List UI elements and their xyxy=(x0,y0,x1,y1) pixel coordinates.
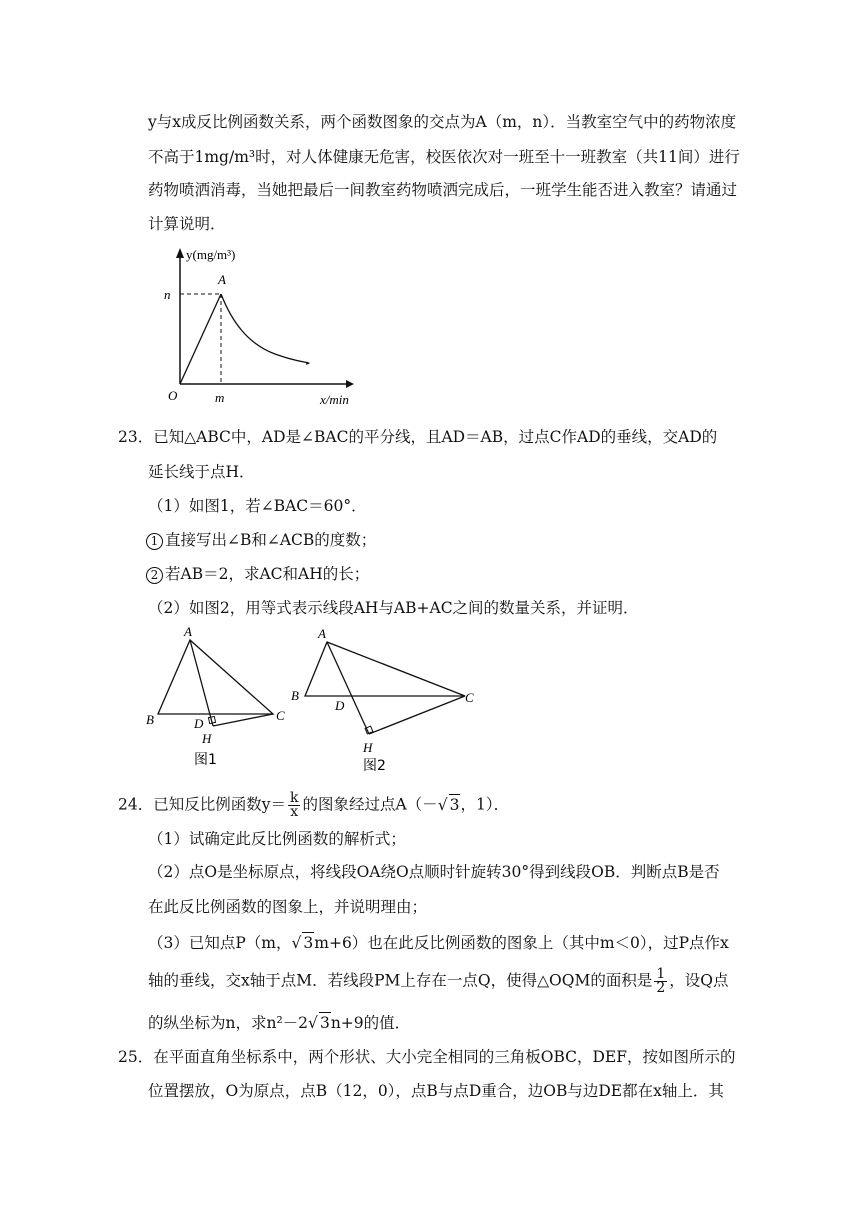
frac-denominator: x xyxy=(290,804,299,820)
sqrt-value: 3 xyxy=(449,795,460,814)
sqrt-icon xyxy=(438,796,448,814)
n-label: n xyxy=(164,287,171,302)
y-axis-label: y(mg/m³) xyxy=(186,247,236,262)
q23-number: 23． xyxy=(118,428,154,446)
frac-numerator: k xyxy=(290,790,299,806)
q23-part-1: （1）如图1，若∠BAC＝60°． xyxy=(148,497,367,515)
q22-graph xyxy=(150,242,360,412)
q22-line-3: 药物喷洒消毒，当她把最后一间教室药物喷洒完成后，一班学生能否进入教室？请通过 xyxy=(148,181,738,199)
segment-ch xyxy=(369,696,465,734)
q24-number: 24． xyxy=(118,795,154,814)
q23-line-2: 延长线于点H． xyxy=(148,463,255,481)
q23-sub-2 xyxy=(146,564,369,584)
q24-part-2-line-1: （2）点O是坐标原点，将线段OA绕O点顺时针旋转30°得到线段OB．判断点B是否 xyxy=(148,863,720,881)
fig1-label-d: D xyxy=(194,716,204,731)
q24-line-1 xyxy=(118,792,509,819)
sqrt-icon xyxy=(308,1014,318,1032)
origin-label: O xyxy=(168,388,178,403)
circled-two-icon: 2 xyxy=(146,567,163,584)
fig1-label-h: H xyxy=(202,731,212,746)
q25-number: 25． xyxy=(118,1048,154,1066)
q22-line-4: 计算说明． xyxy=(148,215,226,233)
q25-text-1: 在平面直角坐标系中，两个形状、大小完全相同的三角板OBC，DEF，按如图所示的 xyxy=(153,1048,736,1066)
q24-part-3-b: m+6）也在此反比例函数的图象上（其中m＜0），过P点作x xyxy=(314,934,729,952)
circled-one-icon: 1 xyxy=(146,533,163,550)
q24-part-3-line-2 xyxy=(148,968,728,995)
segment-ah xyxy=(190,640,213,726)
q23-sub-2-text: 若AB＝2，求AC和AH的长； xyxy=(165,565,370,583)
fig2-label-b: B xyxy=(291,688,299,703)
q24-part-3-l2a: 轴的垂线，交x轴于点M．若线段PM上存在一点Q，使得△OQM的面积是 xyxy=(148,971,653,990)
sqrt-icon xyxy=(292,934,302,952)
q24-intro-b: 的图象经过点A（－ xyxy=(302,795,438,814)
triangle-abc xyxy=(305,642,465,696)
fig2-label-c: C xyxy=(465,690,474,705)
q24-part-3-l3a: 的纵坐标为n，求n²－2 xyxy=(148,1014,309,1032)
q23-figure-1 xyxy=(140,622,300,772)
y-axis-arrow-icon xyxy=(176,248,184,258)
q24-part-3-l2b: ，设Q点 xyxy=(669,971,729,990)
fig1-caption: 图1 xyxy=(194,752,217,768)
fig2-label-d: D xyxy=(335,698,345,713)
triangle-abc xyxy=(158,640,273,714)
linear-segment xyxy=(180,294,221,384)
q23-figure-2 xyxy=(285,622,495,777)
point-a-label: A xyxy=(218,272,226,287)
q22-line-1: y与x成反比例函数关系，两个函数图象的交点为A（m，n）．当教室空气中的药物浓度 xyxy=(148,113,737,131)
fig1-label-b: B xyxy=(146,712,154,727)
q24-part-1: （1）试确定此反比例函数的解析式； xyxy=(148,830,406,848)
q23-sub-1 xyxy=(146,530,376,550)
fraction-k-over-x xyxy=(288,792,300,819)
q24-intro-c: ，1）． xyxy=(460,795,510,814)
q24-part-3-line-3 xyxy=(148,1012,410,1033)
q25-line-1 xyxy=(118,1047,735,1067)
fig1-label-c: C xyxy=(276,708,285,723)
q23-sub-1-text: 直接写出∠B和∠ACB的度数； xyxy=(165,531,377,549)
q23-part-2: （2）如图2，用等式表示线段AH与AB+AC之间的数量关系，并证明． xyxy=(148,599,639,617)
m-label: m xyxy=(215,390,225,405)
q23-line-1 xyxy=(118,427,717,447)
fig2-label-a: A xyxy=(318,626,326,641)
q24-part-3-a: （3）已知点P（m， xyxy=(148,934,292,952)
q24-intro-a: 已知反比例函数y＝ xyxy=(153,795,286,814)
frac-numerator: 1 xyxy=(656,966,666,982)
sqrt-value: 3 xyxy=(319,1014,330,1032)
inverse-curve xyxy=(221,294,309,364)
fig2-caption: 图2 xyxy=(363,758,386,774)
sqrt-value: 3 xyxy=(303,934,314,952)
segment-ch xyxy=(213,714,273,726)
fraction-one-half xyxy=(654,968,667,995)
frac-denominator: 2 xyxy=(656,980,666,996)
x-axis-arrow-icon xyxy=(346,380,354,388)
q25-line-2: 位置摆放，O为原点，点B（12，0），点B与点D重合，边OB与边DE都在x轴上．其 xyxy=(148,1082,724,1100)
fig1-label-a: A xyxy=(184,624,192,639)
x-axis-label: x/min xyxy=(320,392,349,407)
q24-part-3-line-1 xyxy=(148,932,729,953)
q24-part-2-line-2: 在此反比例函数的图象上，并说明理由； xyxy=(148,898,428,916)
q22-line-2: 不高于1mg/m³时，对人体健康无危害，校医依次对一班至十一班教室（共11间）进行 xyxy=(148,148,740,166)
q24-part-3-l3b: n+9的值． xyxy=(330,1014,411,1032)
q23-text-1: 已知△ABC中，AD是∠BAC的平分线，且AD＝AB，过点C作AD的垂线，交AD的 xyxy=(153,428,718,446)
fig2-label-h: H xyxy=(363,740,373,755)
